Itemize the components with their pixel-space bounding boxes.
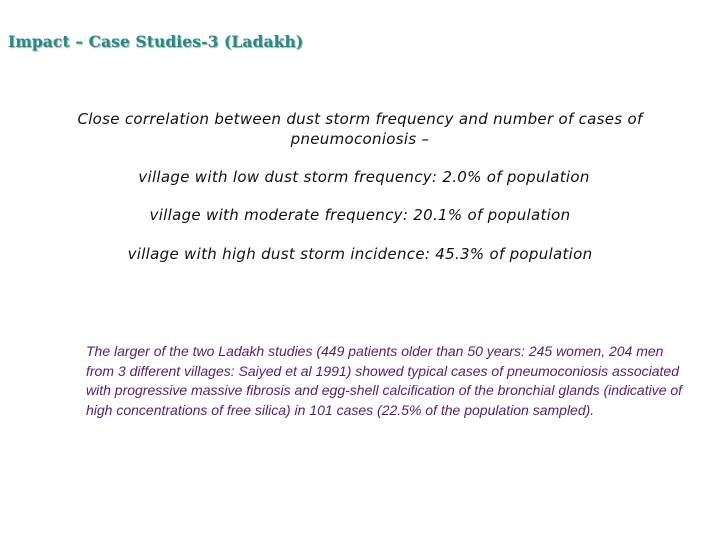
finding-low-frequency: village with low dust storm frequency: 2.0% of population (138, 168, 590, 186)
slide-title: Impact – Case Studies-3 (Ladakh) (8, 32, 304, 51)
finding-high-incidence: village with high dust storm incidence: 45.3% of population (127, 245, 593, 263)
finding-moderate-frequency: village with moderate frequency: 20.1% of population (149, 206, 571, 224)
intro-line-2: pneumoconiosis – (290, 130, 430, 148)
study-note: The larger of the two Ladakh studies (449 patients older than 50 years: 245 women, 204 men from 3 different villages: Saiyed et al 1991) showed typical cases of pneumoconiosis associated with progressive massive fibrosis and egg-shell calcification of the bronchial glands (indicative of high concentrations of free silica) in 101 cases (22.5% of the population sampled). (86, 343, 683, 418)
intro-line-1: Close correlation between dust storm frequency and number of cases of (77, 110, 643, 128)
